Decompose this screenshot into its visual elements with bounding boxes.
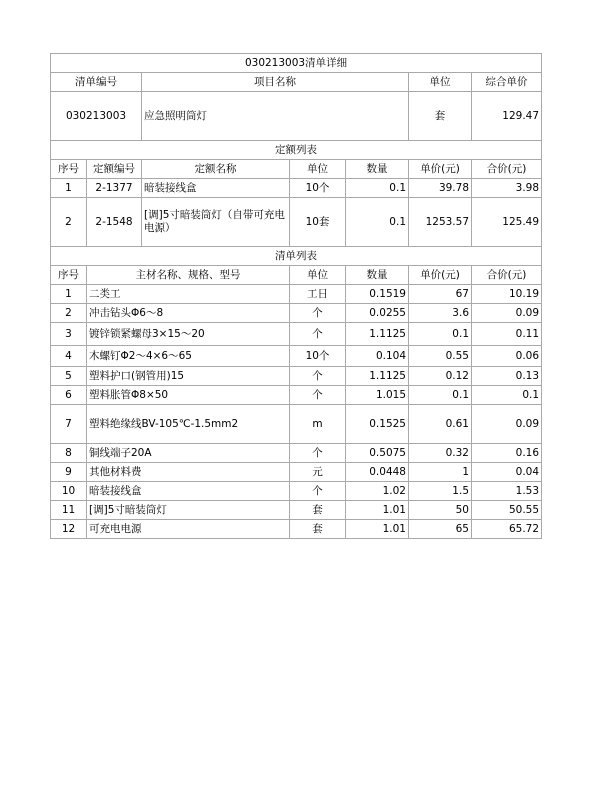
material-seq: 10: [51, 482, 87, 501]
material-unit-price: 0.32: [409, 444, 472, 463]
bill-code-header: 清单编号: [51, 73, 142, 92]
material-seq: 2: [51, 304, 87, 323]
bill-code: 030213003: [51, 92, 142, 141]
material-section-title: 清单列表: [51, 247, 542, 266]
material-total: 50.55: [472, 501, 542, 520]
material-row: [51, 386, 542, 405]
quota-qty: 0.1: [346, 198, 409, 247]
material-qty: 1.01: [346, 520, 409, 539]
material-qty: 0.1519: [346, 285, 409, 304]
material-unit-price: 0.1: [409, 323, 472, 346]
material-unit-price-header: 单价(元): [409, 266, 472, 285]
quota-name: [调]5寸暗装筒灯（自带可充电电源）: [142, 198, 290, 247]
material-unit-price: 0.12: [409, 367, 472, 386]
material-unit: 个: [290, 304, 346, 323]
material-unit-price: 65: [409, 520, 472, 539]
material-qty: 1.015: [346, 386, 409, 405]
quota-seq-header: 序号: [51, 160, 87, 179]
material-total: 0.13: [472, 367, 542, 386]
material-unit: 个: [290, 482, 346, 501]
material-unit-price: 0.1: [409, 386, 472, 405]
quota-seq: 2: [51, 198, 87, 247]
quota-total-header: 合价(元): [472, 160, 542, 179]
quota-unit-price: 1253.57: [409, 198, 472, 247]
page-title: 030213003清单详细: [51, 54, 542, 73]
material-list: [51, 285, 542, 539]
material-total: 0.06: [472, 346, 542, 367]
bill-row: [51, 92, 542, 141]
material-name: 暗装接线盒: [87, 482, 290, 501]
quota-unit-header: 单位: [290, 160, 346, 179]
quota-row: [51, 179, 542, 198]
material-row: [51, 444, 542, 463]
bill-detail-table: [50, 53, 542, 539]
material-unit-price: 0.61: [409, 405, 472, 444]
material-qty: 0.5075: [346, 444, 409, 463]
quota-code-header: 定额编号: [87, 160, 142, 179]
material-unit: 个: [290, 444, 346, 463]
material-unit-price: 0.55: [409, 346, 472, 367]
bill-header-row: [51, 73, 542, 92]
material-unit: 个: [290, 386, 346, 405]
material-row: [51, 501, 542, 520]
quota-code: 2-1377: [87, 179, 142, 198]
bill-name: 应急照明筒灯: [142, 92, 409, 141]
material-unit: 套: [290, 501, 346, 520]
material-name: 其他材料费: [87, 463, 290, 482]
material-qty: 1.1125: [346, 323, 409, 346]
quota-section-row: [51, 141, 542, 160]
quota-qty: 0.1: [346, 179, 409, 198]
material-unit-price: 1: [409, 463, 472, 482]
material-qty: 0.1525: [346, 405, 409, 444]
quota-seq: 1: [51, 179, 87, 198]
material-unit-price: 67: [409, 285, 472, 304]
quota-unit: 10个: [290, 179, 346, 198]
material-qty: 0.0255: [346, 304, 409, 323]
material-row: [51, 346, 542, 367]
quota-name-header: 定额名称: [142, 160, 290, 179]
material-section-row: [51, 247, 542, 266]
material-name: 塑料绝缘线BV-105℃-1.5mm2: [87, 405, 290, 444]
material-total: 0.04: [472, 463, 542, 482]
material-qty: 1.01: [346, 501, 409, 520]
material-seq: 11: [51, 501, 87, 520]
material-seq-header: 序号: [51, 266, 87, 285]
material-total: 0.09: [472, 304, 542, 323]
bill-price-header: 综合单价: [472, 73, 542, 92]
material-unit-price: 50: [409, 501, 472, 520]
material-seq: 3: [51, 323, 87, 346]
material-seq: 8: [51, 444, 87, 463]
material-name: 木螺钉Φ2～4×6～65: [87, 346, 290, 367]
title-row: [51, 54, 542, 73]
material-row: [51, 285, 542, 304]
material-name: 可充电电源: [87, 520, 290, 539]
material-unit: 10个: [290, 346, 346, 367]
material-name: 二类工: [87, 285, 290, 304]
quota-unit: 10套: [290, 198, 346, 247]
quota-qty-header: 数量: [346, 160, 409, 179]
material-total: 1.53: [472, 482, 542, 501]
material-qty: 1.1125: [346, 367, 409, 386]
quota-total: 3.98: [472, 179, 542, 198]
material-total: 0.09: [472, 405, 542, 444]
material-unit: 工日: [290, 285, 346, 304]
material-row: [51, 323, 542, 346]
material-header-row: [51, 266, 542, 285]
bill-unit: 套: [409, 92, 472, 141]
material-unit: 个: [290, 323, 346, 346]
material-name: 铜线端子20A: [87, 444, 290, 463]
material-unit-price: 3.6: [409, 304, 472, 323]
material-row: [51, 405, 542, 444]
material-qty: 0.104: [346, 346, 409, 367]
material-name: 塑料胀管Φ8×50: [87, 386, 290, 405]
material-seq: 1: [51, 285, 87, 304]
material-seq: 9: [51, 463, 87, 482]
material-unit-header: 单位: [290, 266, 346, 285]
material-row: [51, 482, 542, 501]
material-unit-price: 1.5: [409, 482, 472, 501]
material-unit: 套: [290, 520, 346, 539]
material-name: [调]5寸暗装筒灯: [87, 501, 290, 520]
material-seq: 7: [51, 405, 87, 444]
material-total: 65.72: [472, 520, 542, 539]
material-name: 冲击钻头Φ6～8: [87, 304, 290, 323]
quota-name: 暗装接线盒: [142, 179, 290, 198]
material-seq: 4: [51, 346, 87, 367]
material-name-header: 主材名称、规格、型号: [87, 266, 290, 285]
quota-header-row: [51, 160, 542, 179]
quota-total: 125.49: [472, 198, 542, 247]
material-row: [51, 463, 542, 482]
quota-row: [51, 198, 542, 247]
material-qty: 0.0448: [346, 463, 409, 482]
material-unit: 个: [290, 367, 346, 386]
material-row: [51, 520, 542, 539]
quota-unit-price: 39.78: [409, 179, 472, 198]
material-qty: 1.02: [346, 482, 409, 501]
material-unit: 元: [290, 463, 346, 482]
material-name: 塑料护口(钢管用)15: [87, 367, 290, 386]
material-total: 0.1: [472, 386, 542, 405]
material-seq: 5: [51, 367, 87, 386]
material-qty-header: 数量: [346, 266, 409, 285]
bill-name-header: 项目名称: [142, 73, 409, 92]
quota-code: 2-1548: [87, 198, 142, 247]
quota-unit-price-header: 单价(元): [409, 160, 472, 179]
material-seq: 6: [51, 386, 87, 405]
material-unit: m: [290, 405, 346, 444]
material-total: 0.16: [472, 444, 542, 463]
material-total-header: 合价(元): [472, 266, 542, 285]
material-name: 镀锌锁紧螺母3×15～20: [87, 323, 290, 346]
bill-unit-header: 单位: [409, 73, 472, 92]
material-total: 0.11: [472, 323, 542, 346]
material-total: 10.19: [472, 285, 542, 304]
bill-price: 129.47: [472, 92, 542, 141]
material-row: [51, 367, 542, 386]
material-row: [51, 304, 542, 323]
quota-section-title: 定额列表: [51, 141, 542, 160]
material-seq: 12: [51, 520, 87, 539]
